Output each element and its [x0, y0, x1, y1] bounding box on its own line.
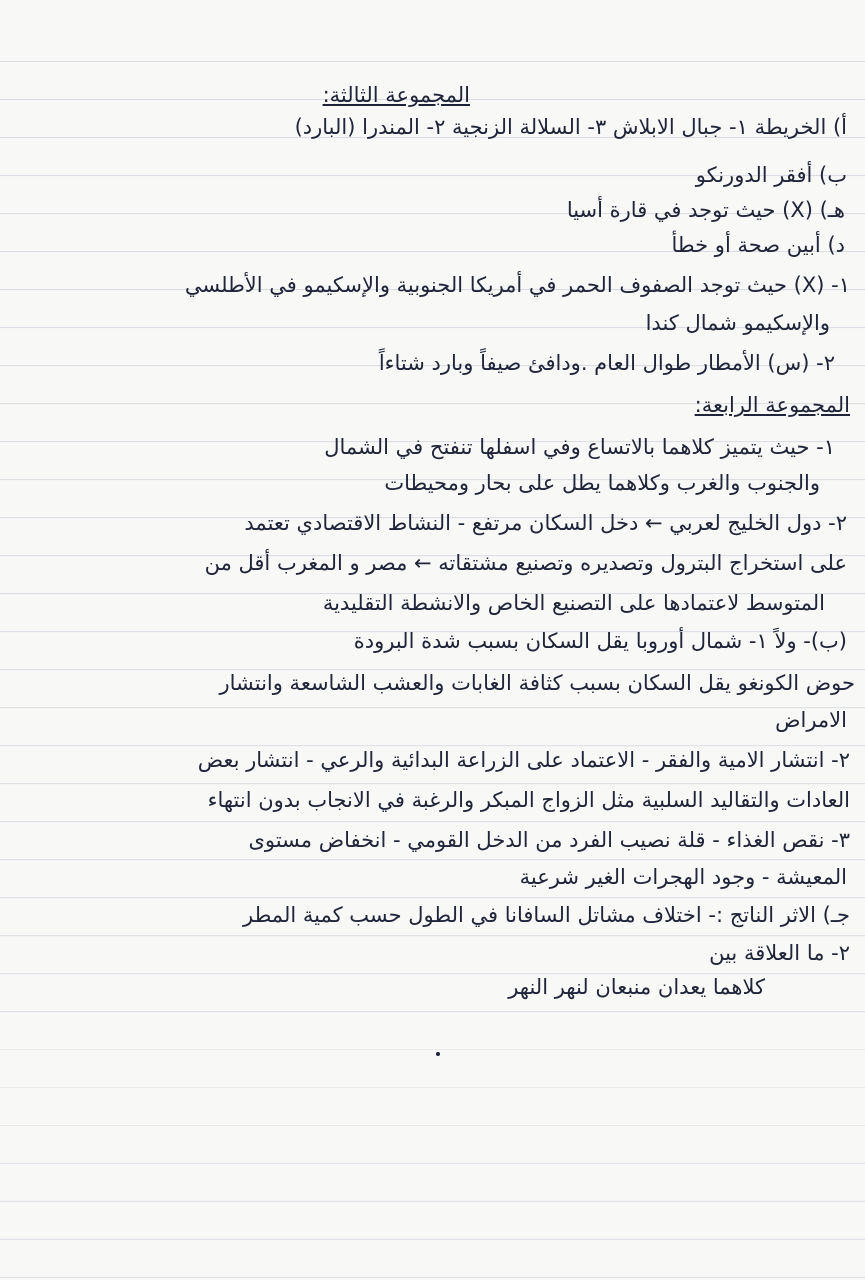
answer-line: على استخراج البترول وتصديره وتصنيع مشتقاته ← مصر و المغرب أقل من	[204, 551, 847, 575]
answer-line: ١- حيث يتميز كلاهما بالاتساع وفي اسفلها تنفتح في الشمال	[324, 435, 835, 459]
answer-line: المعيشة - وجود الهجرات الغير شرعية	[519, 865, 847, 889]
answer-line: المتوسط لاعتمادها على التصنيع الخاص والانشطة التقليدية	[322, 591, 825, 615]
answer-line: حوض الكونغو يقل السكان بسبب كثافة الغابات والعشب الشاسعة وانتشار	[219, 671, 855, 695]
answer-line: أ) الخريطة ١- جبال الابلاش ٣- السلالة الزنجية ٢- المندرا (البارد)	[294, 115, 847, 139]
answer-line: هـ) (X) حيث توجد في قارة أسيا	[566, 198, 845, 222]
group-4-heading: المجموعة الرابعة:	[694, 393, 850, 417]
answer-line: ٢- ما العلاقة بين	[709, 941, 850, 965]
ink-dot	[436, 1052, 440, 1056]
answer-line: جـ) الاثر الناتج :- اختلاف مشاتل السافانا في الطول حسب كمية المطر	[242, 903, 850, 927]
answer-line: والإسكيمو شمال كندا	[645, 311, 830, 335]
answer-line: د) أبين صحة أو خطأ	[671, 233, 845, 257]
answer-line: العادات والتقاليد السلبية مثل الزواج المبكر والرغبة في الانجاب بدون انتهاء	[207, 788, 850, 812]
answer-line: ب) أفقر الدورنكو	[695, 163, 847, 187]
answer-line: ١- (X) حيث توجد الصفوف الحمر في أمريكا الجنوبية والإسكيمو في الأطلسي	[184, 273, 850, 297]
answer-line: ٣- نقص الغذاء - قلة نصيب الفرد من الدخل القومي - انخفاض مستوى	[248, 828, 850, 852]
group-3-heading: المجموعة الثالثة:	[322, 83, 470, 107]
answer-line: (ب)- ولاً ١- شمال أوروبا يقل السكان بسبب شدة البرودة	[353, 629, 847, 653]
answer-line: ٢- دول الخليج لعربي ← دخل السكان مرتفع - النشاط الاقتصادي تعتمد	[244, 511, 847, 535]
answer-line: كلاهما يعدان منبعان لنهر النهر	[508, 975, 765, 999]
answer-line: الامراض	[775, 708, 847, 732]
answer-line: والجنوب والغرب وكلاهما يطل على بحار ومحيطات	[384, 471, 820, 495]
answer-line: ٢- (س) الأمطار طوال العام .ودافئ صيفاً وبارد شتاءاً	[378, 351, 835, 375]
answer-line: ٢- انتشار الامية والفقر - الاعتماد على الزراعة البدائية والرعي - انتشار بعض	[197, 748, 850, 772]
